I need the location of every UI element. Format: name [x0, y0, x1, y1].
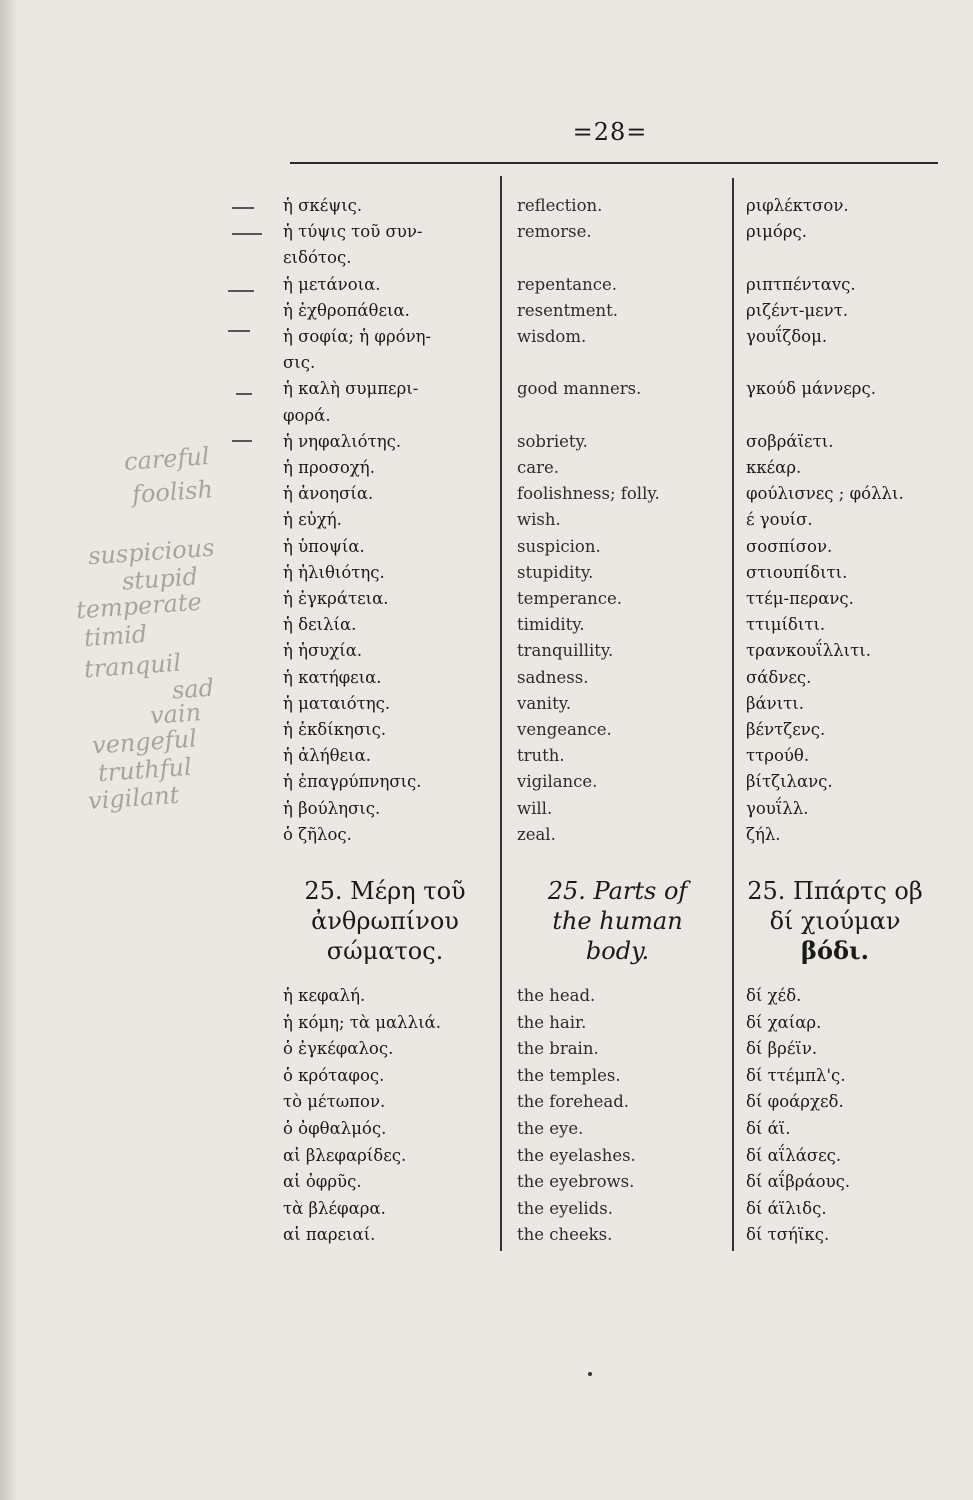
- column-divider-right: [732, 178, 734, 1251]
- margin-note: careful: [123, 442, 211, 476]
- english-term: the brain.: [517, 1039, 599, 1059]
- margin-note: temperate: [75, 587, 203, 625]
- greek-term: ἡ καλὴ συμπερι-: [283, 379, 419, 399]
- transliteration: βέντζενς.: [746, 720, 826, 739]
- greek-term: ἡ ματαιότης.: [283, 693, 391, 713]
- english-term: the eyelids.: [517, 1198, 613, 1218]
- greek-term: τὸ μέτωπον.: [283, 1092, 386, 1112]
- english-term: temperance.: [517, 589, 622, 608]
- greek-term: ἡ ἐπαγρύπνησις.: [283, 772, 422, 792]
- english-term: repentance.: [517, 274, 617, 294]
- english-term: will.: [517, 798, 553, 818]
- margin-tick: [228, 330, 250, 332]
- page-edge-shadow: [0, 0, 18, 1500]
- english-term: resentment.: [517, 300, 619, 320]
- english-term: vigilance.: [517, 772, 598, 792]
- transliteration: ριφλέκτσον.: [746, 196, 849, 215]
- english-term: stupidity.: [517, 562, 594, 582]
- greek-term: ἡ βούλησις.: [283, 798, 381, 818]
- greek-term: ὁ κρόταφος.: [283, 1065, 385, 1085]
- greek-term: αἱ βλεφαρίδες.: [283, 1145, 407, 1165]
- margin-note: tranquil: [83, 648, 182, 684]
- greek-term: ὁ ἐγκέφαλος.: [283, 1039, 394, 1059]
- margin-tick: [236, 393, 252, 395]
- transliteration: ριμόρς.: [746, 222, 808, 242]
- english-term: vanity.: [517, 693, 572, 713]
- greek-term: ἡ κατήφεια.: [283, 667, 382, 687]
- greek-term: ἡ δειλία.: [283, 615, 357, 635]
- greek-term: ἡ ὑποψία.: [283, 536, 365, 556]
- english-term: the temples.: [517, 1065, 621, 1085]
- header-rule: [290, 162, 938, 164]
- transliteration: φούλισνες ; φόλλι.: [746, 484, 904, 504]
- margin-tick: [232, 207, 254, 209]
- transliteration: δί τσήϊκς.: [746, 1225, 830, 1245]
- transliteration: βίτζιλανς.: [746, 772, 833, 792]
- greek-term: ἡ τύψις τοῦ συν-: [283, 222, 423, 242]
- column-divider-left: [500, 176, 502, 1251]
- greek-term: σις.: [283, 353, 316, 373]
- margin-note: foolish: [131, 475, 214, 509]
- english-term: the hair.: [517, 1012, 587, 1032]
- transliteration: κκέαρ.: [746, 458, 802, 477]
- english-term: foolishness; folly.: [517, 484, 660, 504]
- greek-term: ἡ εὐχή.: [283, 510, 342, 530]
- transliteration: ριπτπένταvς.: [746, 274, 856, 294]
- english-term: sobriety.: [517, 431, 588, 451]
- section-heading-translit: 25. Ππάρτς οβ δί χιούμαν βόδι.: [747, 877, 923, 965]
- transliteration: ττέμ-περανς.: [746, 589, 854, 608]
- section-heading-english: 25. Parts of the human body.: [547, 877, 688, 965]
- margin-note: suspicious: [87, 533, 216, 571]
- english-term: tranquillity.: [517, 641, 614, 661]
- english-term: truth.: [517, 746, 565, 766]
- transliteration: δί αΐλάσες.: [746, 1145, 842, 1165]
- greek-term: ἡ νηφαλιότης.: [283, 431, 402, 451]
- english-term: the head.: [517, 986, 596, 1005]
- english-term: good manners.: [517, 379, 642, 399]
- transliteration: δί άϊλιδς.: [746, 1198, 827, 1218]
- margin-note: vigilant: [87, 780, 181, 816]
- english-term: care.: [517, 458, 559, 477]
- greek-term: ἡ ἐκδίκησις.: [283, 720, 387, 739]
- greek-term: ἡ σκέψις.: [283, 196, 363, 215]
- transliteration: ζήλ.: [746, 824, 781, 844]
- greek-term: ὁ ζῆλος.: [283, 824, 352, 844]
- margin-note: timid: [83, 619, 149, 653]
- transliteration: σοσπίσον.: [746, 536, 833, 556]
- greek-term: ἡ ἠλιθιότης.: [283, 562, 385, 582]
- transliteration: σοβράϊετι.: [746, 431, 834, 451]
- greek-term: ἡ ἡσυχία.: [283, 641, 363, 661]
- english-term: zeal.: [517, 824, 556, 844]
- greek-term: ἡ ἀνοησία.: [283, 484, 374, 504]
- english-term: the cheeks.: [517, 1225, 613, 1245]
- transliteration: δί χαίαρ.: [746, 1012, 822, 1032]
- english-term: the forehead.: [517, 1092, 629, 1112]
- english-term: the eye.: [517, 1119, 584, 1138]
- transliteration: στιουπίδιτι.: [746, 562, 848, 582]
- english-term: suspicion.: [517, 536, 601, 556]
- transliteration: δί αΐβράους.: [746, 1172, 851, 1192]
- transliteration: ριζέντ-μεντ.: [746, 300, 849, 320]
- greek-term: ἡ κόμη; τὰ μαλλιά.: [283, 1012, 441, 1032]
- margin-tick: [232, 233, 262, 235]
- margin-note: sad: [171, 673, 215, 705]
- greek-term: αἱ παρειαί.: [283, 1225, 376, 1245]
- page-number: =28=: [572, 118, 648, 146]
- transliteration: γουΐζδομ.: [746, 327, 828, 346]
- section-heading-greek: 25. Μέρη τοῦ ἀνθρωπίνου σώματος.: [304, 877, 466, 965]
- transliteration: ττιμίδιτι.: [746, 615, 826, 635]
- english-term: the eyebrows.: [517, 1172, 635, 1192]
- transliteration: δί βρέϊν.: [746, 1039, 818, 1059]
- transliteration: γουΐλλ.: [746, 798, 809, 818]
- greek-term: ὁ ὀφθαλμός.: [283, 1119, 387, 1138]
- greek-term: ἡ κεφαλή.: [283, 986, 366, 1005]
- english-term: sadness.: [517, 667, 589, 687]
- english-term: timidity.: [517, 615, 585, 635]
- english-term: wish.: [517, 510, 561, 530]
- transliteration: δί άϊ.: [746, 1119, 791, 1138]
- greek-term: ἡ σοφία; ἡ φρόνη-: [283, 327, 432, 346]
- transliteration: βάνιτι.: [746, 693, 805, 713]
- margin-note: vain: [149, 698, 202, 730]
- english-term: remorse.: [517, 222, 592, 242]
- transliteration: τρανκουΐλλιτι.: [746, 641, 871, 661]
- transliteration: δί ττέμπλ'ς.: [746, 1065, 846, 1085]
- greek-term: ἡ ἀλήθεια.: [283, 746, 371, 766]
- greek-term: ἡ ἐχθροπάθεια.: [283, 300, 410, 320]
- english-term: vengeance.: [517, 720, 612, 739]
- greek-term: φορά.: [283, 405, 331, 425]
- margin-note: truthful: [97, 752, 193, 788]
- transliteration: δί φοάρχεδ.: [746, 1092, 844, 1112]
- ink-speck: [588, 1372, 592, 1376]
- greek-term: ειδότος.: [283, 248, 352, 268]
- greek-term: τὰ βλέφαρα.: [283, 1198, 386, 1218]
- english-term: reflection.: [517, 196, 603, 215]
- greek-term: αἱ ὀφρῦς.: [283, 1172, 362, 1192]
- transliteration: ττρούθ.: [746, 746, 810, 766]
- transliteration: γκούδ μάννερς.: [746, 379, 876, 399]
- margin-note: vengeful: [91, 724, 198, 760]
- greek-term: ἡ μετάνοια.: [283, 274, 381, 294]
- english-term: the eyelashes.: [517, 1145, 636, 1165]
- margin-note: stupid: [121, 562, 199, 596]
- transliteration: σάδνες.: [746, 667, 812, 687]
- english-term: wisdom.: [517, 327, 587, 346]
- margin-tick: [228, 290, 254, 292]
- transliteration: δί χέδ.: [746, 986, 802, 1005]
- greek-term: ἡ προσοχή.: [283, 458, 375, 477]
- greek-term: ἡ ἐγκράτεια.: [283, 589, 389, 608]
- margin-tick: [232, 440, 252, 442]
- transliteration: έ γουίσ.: [746, 510, 813, 530]
